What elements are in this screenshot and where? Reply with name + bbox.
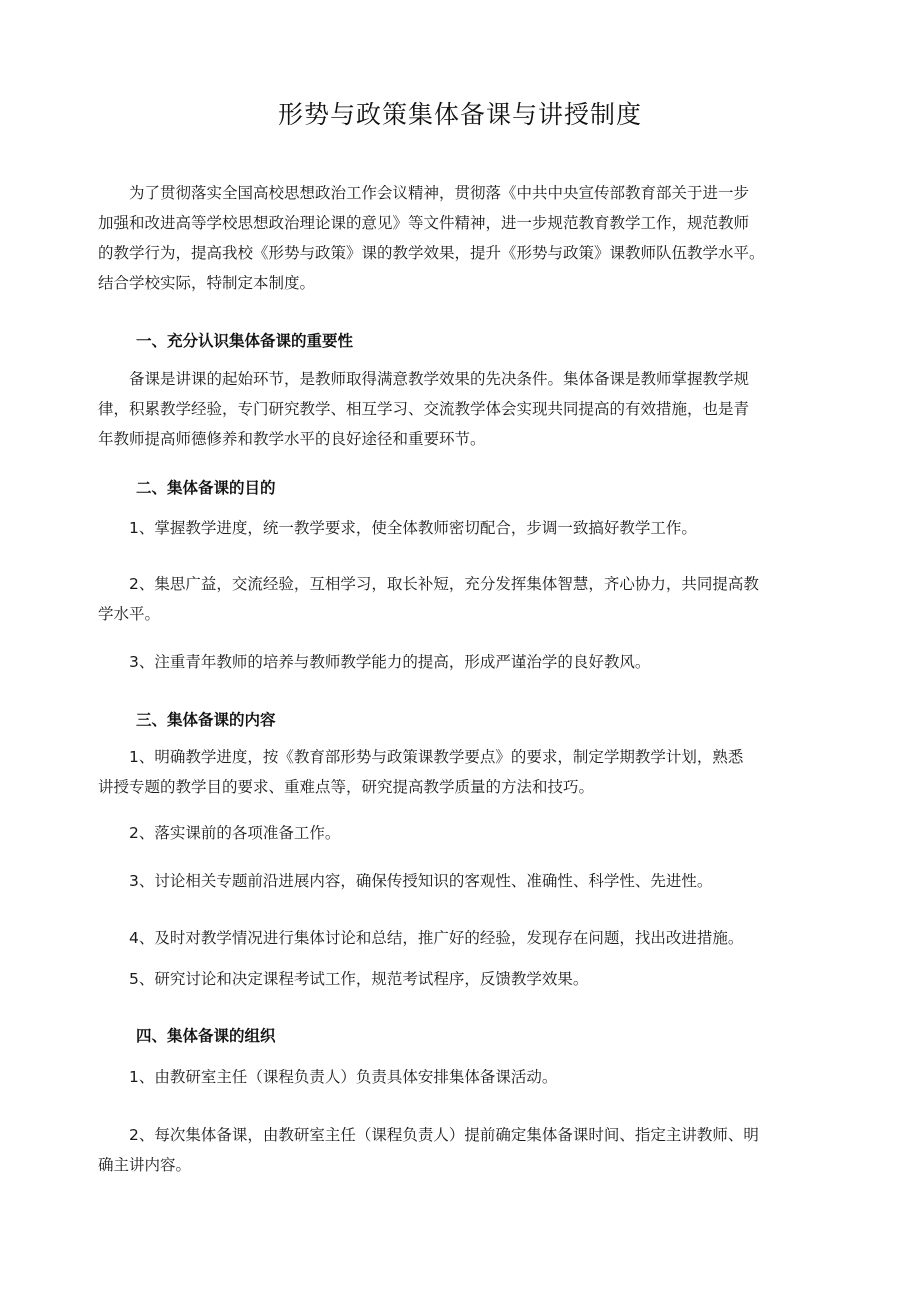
section-3-item-5 [98,964,810,994]
section-2-item-2-line: 2、集思广益，交流经验，互相学习，取长补短，充分发挥集体智慧，齐心协力，共同提高教 [98,575,759,593]
intro-line: 加强和改进高等学校思想政治理论课的意见》等文件精神，进一步规范教育教学工作，规范教师 [98,214,750,232]
section-2-item-1-line: 1、掌握教学进度，统一教学要求，使全体教师密切配合，步调一致搞好教学工作。 [98,519,697,537]
section-3-item-1-line: 讲授专题的教学目的要求、重难点等，研究提高教学质量的方法和技巧。 [98,778,595,796]
section-1-line: 备课是讲课的起始环节，是教师取得满意教学效果的先决条件。集体备课是教师掌握教学规 [98,370,750,388]
section-3-item-1-line: 1、明确教学进度，按《教育部形势与政策课教学要点》的要求，制定学期教学计划，熟悉 [98,748,744,766]
intro-paragraph [98,178,810,298]
section-1-line: 年教师提高师德修养和教学水平的良好途径和重要环节。 [98,430,486,448]
intro-line: 结合学校实际，特制定本制度。 [98,274,316,292]
section-2-item-3 [98,647,810,677]
section-2-item-1 [98,513,810,543]
section-3-item-3 [98,866,810,896]
section-4-item-1 [98,1062,810,1092]
section-3-item-4-line: 4、及时对教学情况进行集体讨论和总结，推广好的经验，发现存在问题，找出改进措施。 [98,929,744,947]
section-1-line: 律，积累教学经验，专门研究教学、相互学习、交流教学体会实现共同提高的有效措施，也是青 [98,400,750,418]
section-3-item-3-line: 3、讨论相关专题前沿进展内容，确保传授知识的客观性、准确性、科学性、先进性。 [98,872,713,890]
section-4-item-2-line: 确主讲内容。 [98,1156,192,1174]
section-4-item-1-line: 1、由教研室主任（课程负责人）负责具体安排集体备课活动。 [98,1068,558,1086]
section-3-item-5-line: 5、研究讨论和决定课程考试工作，规范考试程序，反馈教学效果。 [98,970,589,988]
section-2-heading: 二、集体备课的目的 [136,479,276,497]
section-2-item-2-line: 学水平。 [98,605,161,623]
section-3-item-4 [98,923,810,953]
intro-line: 的教学行为，提高我校《形势与政策》课的教学效果，提升《形势与政策》课教师队伍教学水平。 [98,244,765,262]
section-1-paragraph [98,364,810,454]
section-4-item-2-line: 2、每次集体备课，由教研室主任（课程负责人）提前确定集体备课时间、指定主讲教师、明 [98,1126,759,1144]
intro-line: 为了贯彻落实全国高校思想政治工作会议精神，贯彻落《中共中央宣传部教育部关于进一步 [98,184,750,202]
section-3-item-1 [98,742,810,802]
section-3-item-2 [98,818,810,848]
section-2-item-2 [98,569,810,629]
section-4-item-2 [98,1120,810,1180]
document-title: 形势与政策集体备课与讲授制度 [277,100,642,129]
section-1-heading: 一、充分认识集体备课的重要性 [136,332,354,350]
section-2-item-3-line: 3、注重青年教师的培养与教师教学能力的提高，形成严谨治学的良好教风。 [98,653,651,671]
section-4-heading: 四、集体备课的组织 [136,1027,276,1045]
section-3-heading: 三、集体备课的内容 [136,711,276,729]
section-3-item-2-line: 2、落实课前的各项准备工作。 [98,824,341,842]
